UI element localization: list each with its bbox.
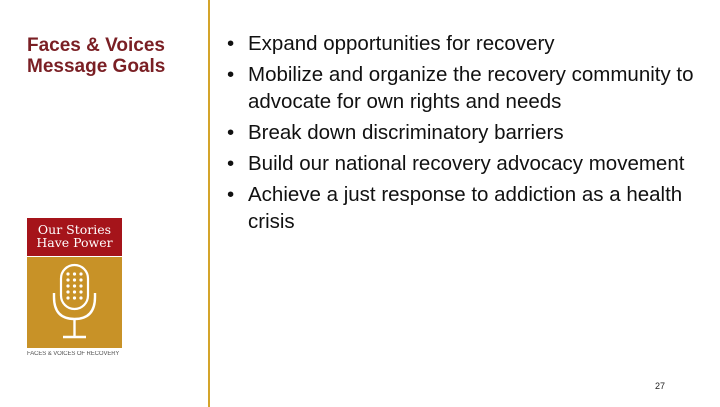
logo-caption: FACES & VOICES OF RECOVERY xyxy=(27,351,120,357)
vertical-divider xyxy=(208,0,210,407)
bullet-glyph: • xyxy=(227,63,235,86)
microphone-icon xyxy=(27,257,122,348)
bullet-text: Expand opportunities for recovery xyxy=(248,32,555,55)
bullet-text: Break down discriminatory barriers xyxy=(248,121,564,144)
bullet-item xyxy=(227,30,697,57)
goals-bullet-list xyxy=(227,30,697,239)
logo-header xyxy=(27,218,122,256)
slide-title: Faces & Voices Message Goals xyxy=(27,35,166,77)
bullet-glyph: • xyxy=(227,183,235,206)
bullet-item xyxy=(227,61,697,115)
bullet-glyph: • xyxy=(227,32,235,55)
bullet-glyph: • xyxy=(227,121,235,144)
bullet-item xyxy=(227,181,697,235)
logo-line-2: Have Power xyxy=(36,235,113,250)
bullet-text: Achieve a just response to addiction as a health crisis xyxy=(248,183,683,233)
bullet-text: Mobilize and organize the recovery community to advocate for own rights and needs xyxy=(248,63,694,113)
bullet-item xyxy=(227,150,697,177)
bullet-text: Build our national recovery advocacy movement xyxy=(248,152,685,175)
logo-line-1: Our Stories xyxy=(37,222,112,237)
logo-body xyxy=(27,257,122,348)
our-stories-logo xyxy=(27,218,122,358)
bullet-item xyxy=(227,119,697,146)
page-number: 27 xyxy=(655,381,666,391)
bullet-glyph: • xyxy=(227,152,235,175)
